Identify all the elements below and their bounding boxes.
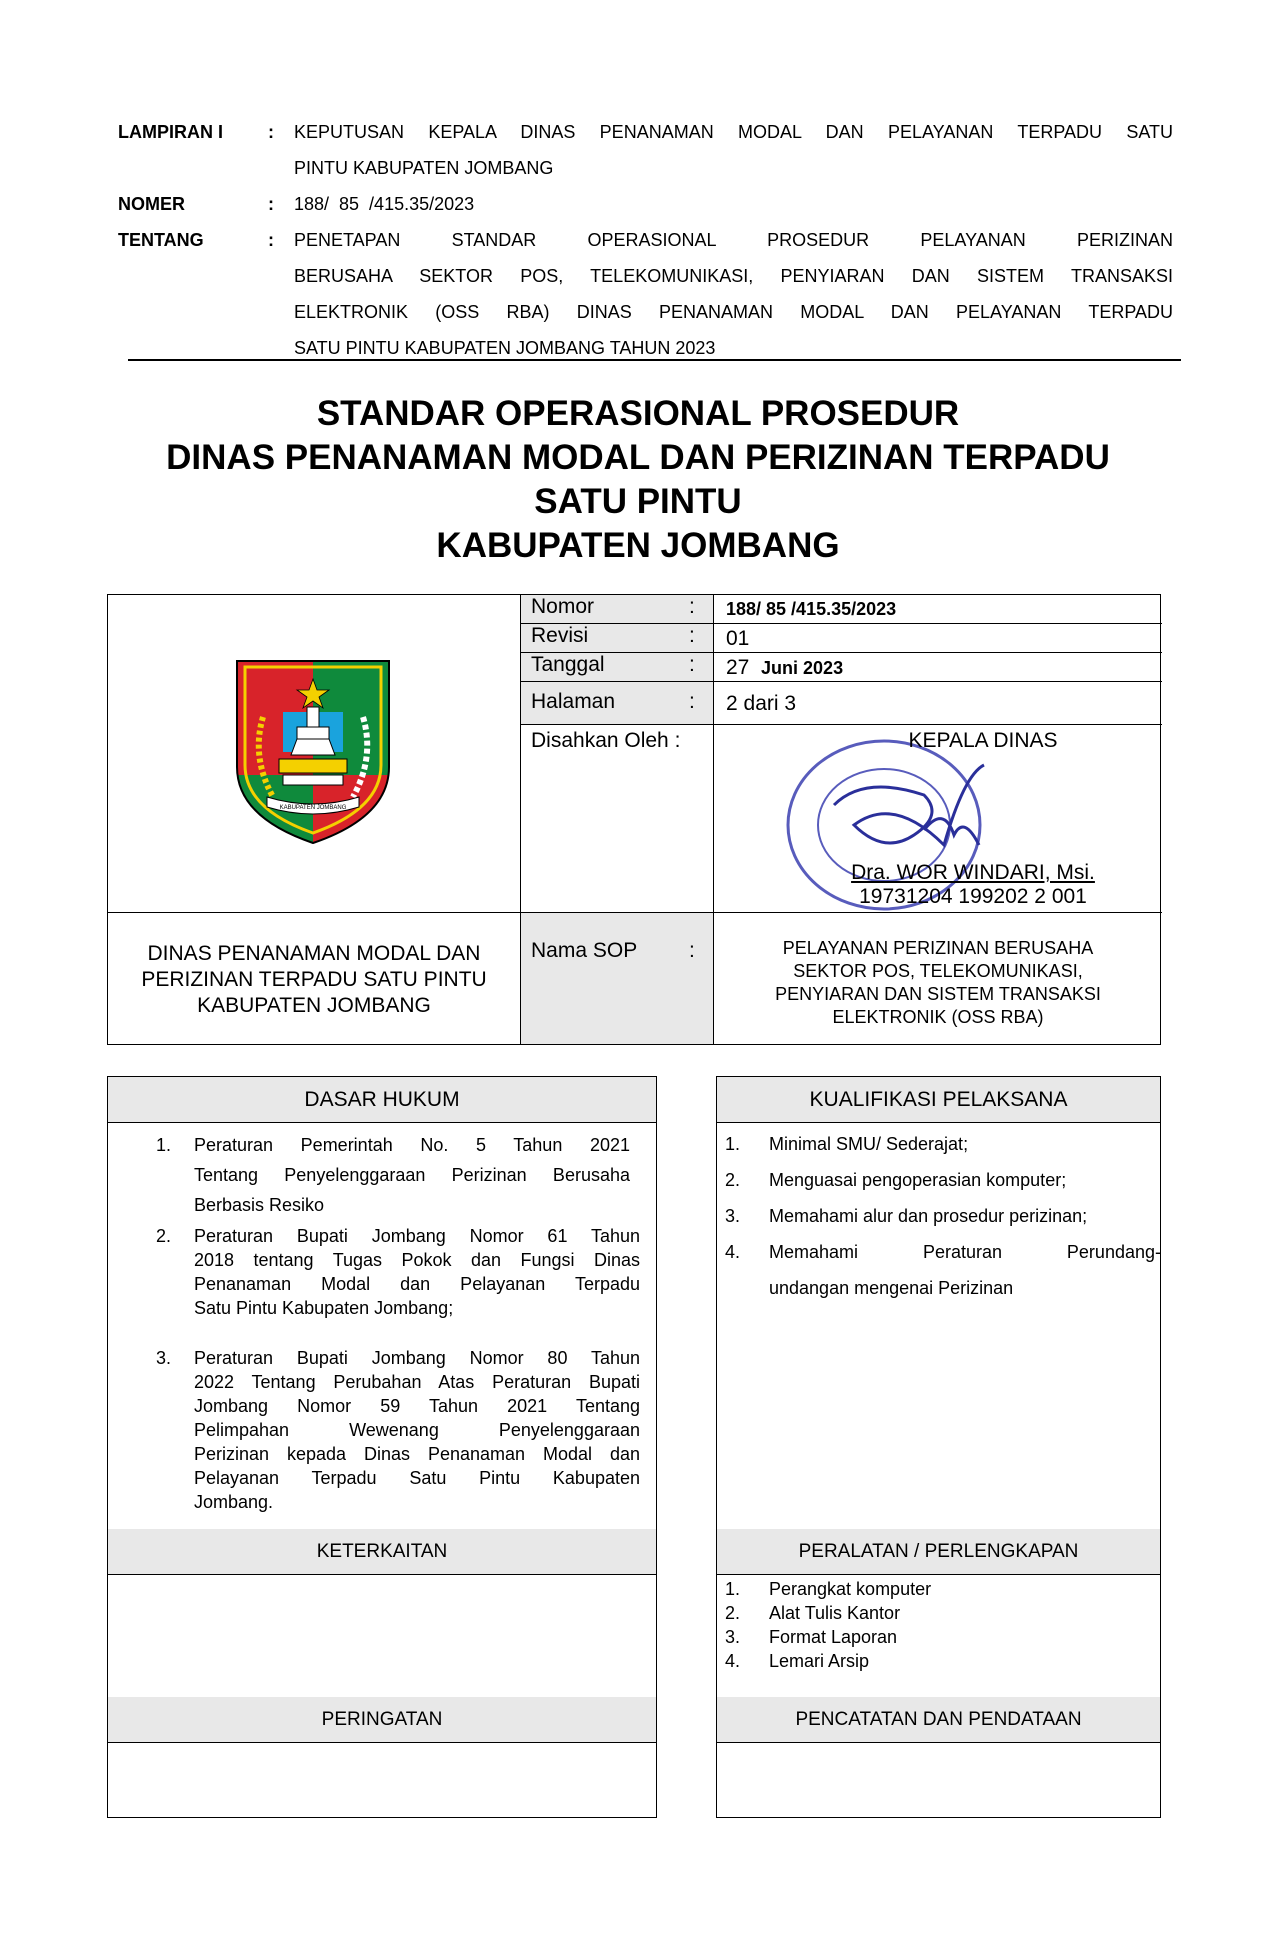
meta-key (521, 725, 714, 912)
list-text: Alat Tulis Kantor (769, 1603, 901, 1623)
list-number: 3. (156, 1348, 172, 1368)
list-number: 1. (725, 1134, 741, 1154)
list-line: Berbasis Resiko (194, 1195, 325, 1215)
sop-identity-table (107, 594, 1161, 1045)
list-number: 4. (725, 1651, 741, 1671)
list-line: Tentang Penyelenggaraan Perizinan Berusaha (194, 1165, 630, 1185)
nomer-value (294, 186, 1173, 222)
title-line: KABUPATEN JOMBANG (436, 526, 840, 565)
nomor-value: 188/ 85 /415.35/2023 (726, 599, 897, 619)
dasar-hukum-list (108, 1130, 648, 1514)
list-line: Penanaman Modal dan Pelayanan Terpadu (194, 1274, 640, 1294)
tentang-line: BERUSAHA SEKTOR POS, TELEKOMUNIKASI, PENYIARAN DAN SISTEM TRANSAKSI (294, 266, 1173, 286)
list-line: Peraturan Pemerintah No. 5 Tahun 2021 (194, 1135, 630, 1155)
tanggal-label: Tanggal (531, 653, 605, 676)
list-text: Format Laporan (769, 1627, 898, 1647)
nomer-line: 188/ 85 /415.35/2023 (294, 194, 475, 214)
list-line: Pelayanan Terpadu Satu Pintu Kabupaten (194, 1468, 640, 1488)
list-item (108, 1224, 648, 1320)
list-line: Memahami Peraturan Perundang- (769, 1242, 1161, 1262)
list-item (725, 1649, 931, 1673)
meta-row-revisi (521, 624, 1162, 653)
halaman-label: Halaman (531, 690, 616, 713)
tentang-value (294, 222, 1173, 366)
list-line: Menguasai pengoperasian komputer; (769, 1170, 1067, 1190)
list-item (725, 1625, 931, 1649)
lampiran-value (294, 114, 1173, 186)
peralatan-list (725, 1577, 931, 1673)
peringatan-heading: PERINGATAN (108, 1697, 656, 1743)
list-item (725, 1577, 931, 1601)
list-line: Jombang. (194, 1492, 274, 1512)
meta-key (521, 682, 714, 724)
tentang-line: PENETAPAN STANDAR OPERASIONAL PROSEDUR PELAYANAN PERIZINAN (294, 230, 1173, 250)
list-number: 4. (725, 1242, 741, 1262)
kualifikasi-heading: KUALIFIKASI PELAKSANA (717, 1077, 1160, 1123)
list-item (725, 1234, 1161, 1306)
meta-row-halaman (521, 682, 1162, 725)
tanggal-day: 27 (726, 656, 750, 679)
list-line: 2022 Tentang Perubahan Atas Peraturan Bupati (194, 1372, 640, 1392)
logo-cell (108, 595, 521, 913)
lampiran-header (118, 114, 1173, 366)
nomer-row (118, 186, 1173, 222)
nomor-colon: : (689, 595, 695, 618)
tentang-colon: : (268, 230, 274, 250)
list-line: Jombang Nomor 59 Tahun 2021 Tentang (194, 1396, 640, 1416)
list-line: Memahami alur dan prosedur perizinan; (769, 1206, 1088, 1226)
tentang-row (118, 222, 1173, 366)
organization-name (108, 913, 521, 1044)
logo-ribbon-text: KABUPATEN JOMBANG (279, 805, 347, 811)
list-line: 2018 tentang Tugas Pokok dan Fungsi Dinas (194, 1250, 640, 1270)
list-line: Minimal SMU/ Sederajat; (769, 1134, 969, 1154)
list-text: Lemari Arsip (769, 1651, 870, 1671)
nomer-colon: : (268, 194, 274, 214)
list-line: Peraturan Bupati Jombang Nomor 80 Tahun (194, 1348, 640, 1368)
signatory-name: Dra. WOR WINDARI, Msi. (851, 861, 1095, 884)
list-line: Pelimpahan Wewenang Penyelenggaraan (194, 1420, 640, 1440)
list-item (725, 1162, 1161, 1198)
tentang-line: ELEKTRONIK (OSS RBA) DINAS PENANAMAN MODAL DAN PELAYANAN TERPADU (294, 302, 1173, 322)
org-line: KABUPATEN JOMBANG (197, 994, 431, 1017)
list-text: Perangkat komputer (769, 1579, 932, 1599)
title-line: STANDAR OPERASIONAL PROSEDUR (316, 394, 960, 433)
meta-row-tanggal (521, 653, 1162, 682)
nama-sop-label: Nama SOP (531, 939, 638, 962)
kualifikasi-list (725, 1126, 1161, 1306)
tanggal-value (714, 653, 1162, 681)
list-line: Perizinan kepada Dinas Penanaman Modal dan (194, 1444, 640, 1464)
lampiran-line: PINTU KABUPATEN JOMBANG (294, 158, 554, 178)
list-number: 2. (725, 1603, 741, 1623)
nama-sop-key (521, 913, 714, 1044)
lampiran-line: KEPUTUSAN KEPALA DINAS PENANAMAN MODAL DAN PELAYANAN TERPADU SATU (294, 122, 1173, 142)
list-line: undangan mengenai Perizinan (769, 1278, 1014, 1298)
disahkan-value (714, 729, 1162, 912)
list-number: 3. (725, 1206, 741, 1226)
peralatan-heading: PERALATAN / PERLENGKAPAN (717, 1529, 1160, 1575)
pencatatan-heading: PENCATATAN DAN PENDATAAN (717, 1697, 1160, 1743)
meta-key (521, 653, 714, 681)
keterkaitan-heading: KETERKAITAN (108, 1529, 656, 1575)
dasar-hukum-heading: DASAR HUKUM (108, 1077, 656, 1123)
org-line: PERIZINAN TERPADU SATU PINTU (141, 968, 487, 991)
list-number: 3. (725, 1627, 741, 1647)
list-number: 2. (725, 1170, 741, 1190)
list-item (725, 1601, 931, 1625)
left-info-box (107, 1076, 657, 1818)
jombang-coat-of-arms-icon (233, 657, 393, 847)
right-info-box (716, 1076, 1161, 1818)
meta-key (521, 595, 714, 623)
revisi-colon: : (689, 624, 695, 647)
revisi-value: 01 (726, 627, 750, 650)
lampiran-colon: : (268, 122, 274, 142)
title-line: SATU PINTU (534, 482, 742, 521)
list-item (725, 1126, 1161, 1162)
sop-line: SEKTOR POS, TELEKOMUNIKASI, (793, 961, 1083, 981)
tentang-key: TENTANG (118, 230, 204, 250)
list-line: Satu Pintu Kabupaten Jombang; (194, 1298, 454, 1318)
nomor-label: Nomor (531, 595, 595, 618)
tanggal-colon: : (689, 653, 695, 676)
header-divider (128, 359, 1181, 361)
tanggal-month-year: Juni 2023 (761, 658, 844, 678)
list-item (725, 1198, 1161, 1234)
list-line: Peraturan Bupati Jombang Nomor 61 Tahun (194, 1226, 640, 1246)
org-line: DINAS PENANAMAN MODAL DAN (147, 942, 481, 965)
disahkan-title: KEPALA DINAS (908, 729, 1058, 752)
list-item (108, 1346, 648, 1514)
meta-key (521, 624, 714, 652)
tentang-line: SATU PINTU KABUPATEN JOMBANG TAHUN 2023 (294, 338, 716, 358)
meta-row-disahkan (521, 725, 1162, 913)
nama-sop-value (714, 913, 1162, 1044)
list-item (108, 1130, 648, 1220)
halaman-colon: : (689, 690, 695, 713)
meta-row-nomor (521, 595, 1162, 624)
sop-line: PENYIARAN DAN SISTEM TRANSAKSI (775, 984, 1101, 1004)
list-number: 2. (156, 1226, 172, 1246)
title-line: DINAS PENANAMAN MODAL DAN PERIZINAN TERPADU (166, 438, 1110, 477)
lampiran-key: LAMPIRAN I (118, 122, 223, 142)
signatory-nip: 19731204 199202 2 001 (859, 885, 1087, 908)
lampiran-row (118, 114, 1173, 186)
nomer-key: NOMER (118, 194, 185, 214)
sop-line: ELEKTRONIK (OSS RBA) (832, 1007, 1044, 1027)
revisi-label: Revisi (531, 624, 589, 647)
list-number: 1. (156, 1135, 172, 1155)
document-title (0, 392, 1276, 568)
disahkan-label: Disahkan Oleh : (531, 729, 681, 752)
nama-sop-colon: : (689, 939, 695, 962)
halaman-value: 2 dari 3 (726, 692, 797, 715)
list-number: 1. (725, 1579, 741, 1599)
sop-line: PELAYANAN PERIZINAN BERUSAHA (782, 938, 1094, 958)
